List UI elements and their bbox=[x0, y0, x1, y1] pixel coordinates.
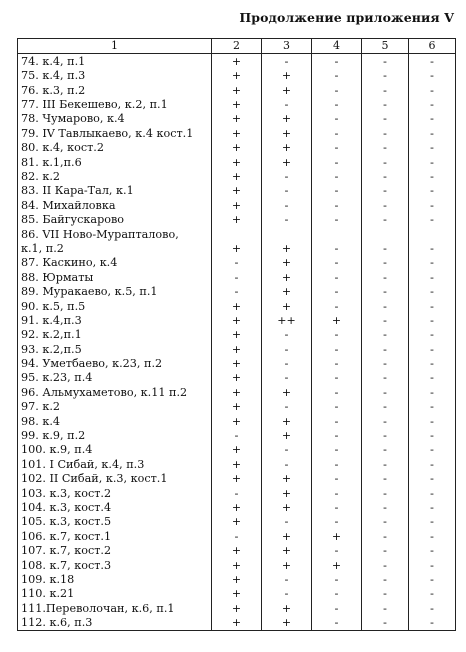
site-name-cell: 88. Юрматы bbox=[18, 270, 212, 284]
mark-cell: - bbox=[312, 184, 362, 198]
site-name-cell: 105. к.3, кост.5 bbox=[18, 515, 212, 529]
mark-cell: - bbox=[312, 126, 362, 140]
site-name-cell: 77. III Бекешево, к.2, п.1 bbox=[18, 97, 212, 111]
site-name-cell: 79. IV Тавлыкаево, к.4 кост.1 bbox=[18, 126, 212, 140]
mark-cell: + bbox=[212, 342, 262, 356]
mark-cell: - bbox=[409, 342, 456, 356]
mark-cell: - bbox=[409, 529, 456, 543]
mark-cell: + bbox=[212, 471, 262, 485]
table-row bbox=[18, 428, 456, 442]
mark-cell: - bbox=[409, 615, 456, 630]
site-name-cell: 93. к.2,п.5 bbox=[18, 342, 212, 356]
site-name-cell: 92. к.2,п.1 bbox=[18, 327, 212, 341]
mark-cell: - bbox=[212, 486, 262, 500]
table-row bbox=[18, 457, 456, 471]
table-row bbox=[18, 443, 456, 457]
site-name-cell: 85. Байгускарово bbox=[18, 212, 212, 226]
mark-cell: - bbox=[312, 112, 362, 126]
mark-cell: - bbox=[362, 299, 409, 313]
mark-cell: - bbox=[312, 299, 362, 313]
mark-cell: - bbox=[312, 385, 362, 399]
mark-cell: - bbox=[312, 356, 362, 370]
site-name-cell: 76. к.3, п.2 bbox=[18, 83, 212, 97]
mark-cell: + bbox=[212, 299, 262, 313]
table-row bbox=[18, 112, 456, 126]
site-name-cell: 90. к.5, п.5 bbox=[18, 299, 212, 313]
table-row bbox=[18, 500, 456, 514]
mark-cell: - bbox=[409, 212, 456, 226]
mark-cell: + bbox=[262, 126, 312, 140]
mark-cell: - bbox=[409, 97, 456, 111]
table-row bbox=[18, 615, 456, 630]
table-row bbox=[18, 284, 456, 298]
mark-cell: + bbox=[262, 385, 312, 399]
site-name-cell: 91. к.4,п.3 bbox=[18, 313, 212, 327]
site-name-cell: 110. к.21 bbox=[18, 586, 212, 600]
mark-cell: + bbox=[262, 543, 312, 557]
mark-cell: + bbox=[262, 284, 312, 298]
mark-cell: - bbox=[262, 515, 312, 529]
mark-cell: - bbox=[362, 184, 409, 198]
mark-cell: + bbox=[212, 198, 262, 212]
mark-cell: - bbox=[409, 112, 456, 126]
mark-cell: - bbox=[362, 414, 409, 428]
mark-cell: - bbox=[362, 615, 409, 630]
mark-cell: - bbox=[409, 558, 456, 572]
mark-cell: + bbox=[212, 112, 262, 126]
mark-cell: - bbox=[409, 241, 456, 255]
mark-cell: - bbox=[409, 313, 456, 327]
mark-cell: - bbox=[312, 586, 362, 600]
mark-cell: - bbox=[409, 83, 456, 97]
mark-cell: - bbox=[262, 327, 312, 341]
mark-cell: - bbox=[409, 299, 456, 313]
mark-cell: + bbox=[262, 68, 312, 82]
mark-cell: - bbox=[362, 371, 409, 385]
mark-cell: + bbox=[262, 486, 312, 500]
mark-cell: - bbox=[362, 385, 409, 399]
mark-cell: - bbox=[362, 155, 409, 169]
mark-cell: - bbox=[312, 601, 362, 615]
site-name-cell: 87. Каскино, к.4 bbox=[18, 255, 212, 269]
site-name-cell: 94. Уметбаево, к.23, п.2 bbox=[18, 356, 212, 370]
table-row bbox=[18, 601, 456, 615]
mark-cell: - bbox=[312, 428, 362, 442]
mark-cell: - bbox=[362, 169, 409, 183]
table-row bbox=[18, 558, 456, 572]
mark-cell: + bbox=[212, 586, 262, 600]
mark-cell: - bbox=[362, 270, 409, 284]
mark-cell: - bbox=[262, 342, 312, 356]
mark-cell: - bbox=[312, 443, 362, 457]
mark-cell: - bbox=[409, 385, 456, 399]
mark-cell: - bbox=[312, 140, 362, 154]
site-name-cell: 83. II Кара-Тал, к.1 bbox=[18, 184, 212, 198]
mark-cell: - bbox=[212, 284, 262, 298]
mark-cell: - bbox=[212, 255, 262, 269]
mark-cell: - bbox=[362, 54, 409, 69]
mark-cell: - bbox=[262, 399, 312, 413]
mark-cell: - bbox=[312, 54, 362, 69]
mark-cell: + bbox=[262, 83, 312, 97]
mark-cell: - bbox=[362, 543, 409, 557]
mark-cell: - bbox=[362, 198, 409, 212]
mark-cell: - bbox=[312, 155, 362, 169]
site-name-cell: 89. Муракаево, к.5, п.1 bbox=[18, 284, 212, 298]
table-row bbox=[18, 371, 456, 385]
table-row bbox=[18, 155, 456, 169]
site-name-cell: 112. к.6, п.3 bbox=[18, 615, 212, 630]
table-row bbox=[18, 414, 456, 428]
mark-cell: - bbox=[312, 97, 362, 111]
table-body bbox=[18, 54, 456, 631]
table-row bbox=[18, 227, 456, 241]
mark-cell: - bbox=[409, 140, 456, 154]
mark-cell: - bbox=[409, 155, 456, 169]
mark-cell: - bbox=[362, 284, 409, 298]
mark-cell: - bbox=[409, 255, 456, 269]
mark-cell: - bbox=[312, 414, 362, 428]
mark-cell: + bbox=[212, 443, 262, 457]
mark-cell: + bbox=[262, 615, 312, 630]
mark-cell: - bbox=[212, 270, 262, 284]
site-name-cell: 75. к.4, п.3 bbox=[18, 68, 212, 82]
table-row bbox=[18, 385, 456, 399]
mark-cell: + bbox=[262, 299, 312, 313]
mark-cell: + bbox=[262, 529, 312, 543]
table-row bbox=[18, 270, 456, 284]
mark-cell: - bbox=[312, 486, 362, 500]
site-name-cell: 101. I Сибай, к.4, п.3 bbox=[18, 457, 212, 471]
mark-cell: + bbox=[212, 126, 262, 140]
site-name-cell: 74. к.4, п.1 bbox=[18, 54, 212, 69]
appendix-table bbox=[17, 38, 456, 631]
mark-cell: + bbox=[312, 313, 362, 327]
mark-cell: - bbox=[312, 169, 362, 183]
column-header: 5 bbox=[362, 39, 409, 54]
table-row bbox=[18, 356, 456, 370]
column-header: 3 bbox=[262, 39, 312, 54]
mark-cell: - bbox=[312, 198, 362, 212]
site-name-cell: 80. к.4, кост.2 bbox=[18, 140, 212, 154]
mark-cell bbox=[362, 227, 409, 241]
mark-cell: - bbox=[312, 457, 362, 471]
mark-cell: - bbox=[312, 399, 362, 413]
site-name-cell: 103. к.3, кост.2 bbox=[18, 486, 212, 500]
table-row bbox=[18, 399, 456, 413]
mark-cell: - bbox=[409, 68, 456, 82]
mark-cell: - bbox=[362, 515, 409, 529]
mark-cell: - bbox=[409, 443, 456, 457]
mark-cell: - bbox=[262, 356, 312, 370]
mark-cell: - bbox=[409, 500, 456, 514]
site-name-cell: 81. к.1,п.6 bbox=[18, 155, 212, 169]
mark-cell: + bbox=[262, 414, 312, 428]
mark-cell: + bbox=[262, 155, 312, 169]
mark-cell: - bbox=[312, 342, 362, 356]
mark-cell bbox=[409, 227, 456, 241]
mark-cell: + bbox=[212, 414, 262, 428]
table-row bbox=[18, 299, 456, 313]
mark-cell: + bbox=[212, 615, 262, 630]
mark-cell: - bbox=[362, 356, 409, 370]
mark-cell: - bbox=[362, 399, 409, 413]
column-header: 1 bbox=[18, 39, 212, 54]
table-row bbox=[18, 327, 456, 341]
mark-cell: + bbox=[212, 543, 262, 557]
mark-cell: + bbox=[262, 140, 312, 154]
mark-cell: - bbox=[312, 371, 362, 385]
mark-cell: - bbox=[409, 486, 456, 500]
mark-cell: - bbox=[312, 284, 362, 298]
site-name-cell: 97. к.2 bbox=[18, 399, 212, 413]
mark-cell: - bbox=[409, 54, 456, 69]
table-row bbox=[18, 126, 456, 140]
mark-cell: - bbox=[312, 83, 362, 97]
table-row bbox=[18, 572, 456, 586]
mark-cell: + bbox=[262, 428, 312, 442]
mark-cell: - bbox=[409, 169, 456, 183]
mark-cell: - bbox=[362, 586, 409, 600]
mark-cell: - bbox=[312, 615, 362, 630]
site-name-cell: 107. к.7, кост.2 bbox=[18, 543, 212, 557]
mark-cell: - bbox=[312, 241, 362, 255]
site-name-cell: 104. к.3, кост.4 bbox=[18, 500, 212, 514]
mark-cell: - bbox=[262, 54, 312, 69]
appendix-table-container bbox=[17, 38, 455, 631]
mark-cell: - bbox=[262, 198, 312, 212]
mark-cell: - bbox=[409, 126, 456, 140]
table-row bbox=[18, 471, 456, 485]
mark-cell: - bbox=[262, 97, 312, 111]
column-header: 6 bbox=[409, 39, 456, 54]
mark-cell: + bbox=[212, 97, 262, 111]
mark-cell: + bbox=[262, 112, 312, 126]
page-header-title: Продолжение приложения V bbox=[239, 10, 454, 25]
site-name-cell: 106. к.7, кост.1 bbox=[18, 529, 212, 543]
mark-cell: - bbox=[362, 212, 409, 226]
table-row bbox=[18, 184, 456, 198]
mark-cell: - bbox=[362, 126, 409, 140]
mark-cell: ++ bbox=[262, 313, 312, 327]
mark-cell: - bbox=[312, 471, 362, 485]
mark-cell: - bbox=[362, 572, 409, 586]
mark-cell: - bbox=[262, 169, 312, 183]
mark-cell: + bbox=[262, 558, 312, 572]
mark-cell: - bbox=[362, 327, 409, 341]
table-row bbox=[18, 212, 456, 226]
mark-cell: + bbox=[212, 572, 262, 586]
mark-cell: - bbox=[362, 601, 409, 615]
mark-cell: + bbox=[212, 385, 262, 399]
mark-cell: - bbox=[362, 457, 409, 471]
mark-cell: + bbox=[212, 399, 262, 413]
mark-cell: - bbox=[362, 112, 409, 126]
site-name-cell: 108. к.7, кост.3 bbox=[18, 558, 212, 572]
mark-cell: - bbox=[312, 212, 362, 226]
mark-cell: - bbox=[212, 428, 262, 442]
site-name-cell: 82. к.2 bbox=[18, 169, 212, 183]
mark-cell: + bbox=[212, 601, 262, 615]
table-row bbox=[18, 169, 456, 183]
table-header-row bbox=[18, 39, 456, 54]
mark-cell: - bbox=[362, 428, 409, 442]
site-name-cell: 78. Чумарово, к.4 bbox=[18, 112, 212, 126]
mark-cell: + bbox=[212, 500, 262, 514]
mark-cell: - bbox=[362, 97, 409, 111]
mark-cell: - bbox=[262, 371, 312, 385]
mark-cell: - bbox=[362, 529, 409, 543]
table-row bbox=[18, 97, 456, 111]
mark-cell: - bbox=[409, 543, 456, 557]
site-name-cell: 96. Альмухаметово, к.11 п.2 bbox=[18, 385, 212, 399]
table-row bbox=[18, 529, 456, 543]
mark-cell: - bbox=[409, 371, 456, 385]
mark-cell: - bbox=[312, 68, 362, 82]
mark-cell: + bbox=[212, 356, 262, 370]
table-row bbox=[18, 54, 456, 69]
mark-cell: - bbox=[312, 572, 362, 586]
mark-cell: - bbox=[409, 586, 456, 600]
column-header: 2 bbox=[212, 39, 262, 54]
mark-cell: - bbox=[262, 212, 312, 226]
mark-cell: - bbox=[362, 241, 409, 255]
site-name-cell: 100. к.9, п.4 bbox=[18, 443, 212, 457]
mark-cell: + bbox=[212, 313, 262, 327]
table-row bbox=[18, 255, 456, 269]
mark-cell: - bbox=[409, 515, 456, 529]
mark-cell: + bbox=[212, 140, 262, 154]
mark-cell: - bbox=[362, 443, 409, 457]
table-row bbox=[18, 486, 456, 500]
table-row bbox=[18, 313, 456, 327]
table-row bbox=[18, 543, 456, 557]
mark-cell: + bbox=[312, 558, 362, 572]
mark-cell: - bbox=[409, 428, 456, 442]
mark-cell: + bbox=[262, 471, 312, 485]
table-row bbox=[18, 586, 456, 600]
mark-cell bbox=[262, 227, 312, 241]
mark-cell: - bbox=[362, 313, 409, 327]
mark-cell: + bbox=[262, 270, 312, 284]
mark-cell: - bbox=[409, 414, 456, 428]
site-name-cell: 111.Переволочан, к.6, п.1 bbox=[18, 601, 212, 615]
mark-cell: - bbox=[262, 184, 312, 198]
mark-cell: + bbox=[262, 241, 312, 255]
site-name-cell: 99. к.9, п.2 bbox=[18, 428, 212, 442]
mark-cell: - bbox=[409, 198, 456, 212]
mark-cell: - bbox=[312, 500, 362, 514]
site-name-cell: 109. к.18 bbox=[18, 572, 212, 586]
mark-cell: - bbox=[409, 284, 456, 298]
mark-cell bbox=[212, 227, 262, 241]
mark-cell: - bbox=[362, 342, 409, 356]
mark-cell: + bbox=[212, 371, 262, 385]
table-row bbox=[18, 83, 456, 97]
mark-cell: - bbox=[409, 399, 456, 413]
table-row bbox=[18, 140, 456, 154]
table-row bbox=[18, 241, 456, 255]
mark-cell: - bbox=[362, 255, 409, 269]
mark-cell bbox=[312, 227, 362, 241]
site-name-cell: 102. II Сибай, к.3, кост.1 bbox=[18, 471, 212, 485]
mark-cell: - bbox=[262, 572, 312, 586]
column-header: 4 bbox=[312, 39, 362, 54]
mark-cell: - bbox=[362, 500, 409, 514]
mark-cell: - bbox=[312, 515, 362, 529]
mark-cell: + bbox=[212, 241, 262, 255]
mark-cell: - bbox=[409, 457, 456, 471]
mark-cell: - bbox=[262, 586, 312, 600]
table-row bbox=[18, 198, 456, 212]
mark-cell: - bbox=[312, 255, 362, 269]
mark-cell: + bbox=[212, 169, 262, 183]
mark-cell: + bbox=[262, 601, 312, 615]
mark-cell: - bbox=[362, 471, 409, 485]
mark-cell: - bbox=[362, 68, 409, 82]
mark-cell: + bbox=[212, 327, 262, 341]
table-row bbox=[18, 342, 456, 356]
mark-cell: - bbox=[409, 572, 456, 586]
mark-cell: - bbox=[262, 443, 312, 457]
mark-cell: + bbox=[212, 558, 262, 572]
mark-cell: - bbox=[362, 140, 409, 154]
mark-cell: - bbox=[262, 457, 312, 471]
mark-cell: + bbox=[212, 184, 262, 198]
mark-cell: + bbox=[262, 500, 312, 514]
mark-cell: + bbox=[312, 529, 362, 543]
site-name-cell: 84. Михайловка bbox=[18, 198, 212, 212]
mark-cell: - bbox=[362, 83, 409, 97]
mark-cell: + bbox=[262, 255, 312, 269]
site-name-cell: 95. к.23, п.4 bbox=[18, 371, 212, 385]
site-name-cell: 98. к.4 bbox=[18, 414, 212, 428]
mark-cell: - bbox=[409, 270, 456, 284]
mark-cell: + bbox=[212, 54, 262, 69]
mark-cell: - bbox=[312, 270, 362, 284]
mark-cell: + bbox=[212, 83, 262, 97]
mark-cell: + bbox=[212, 457, 262, 471]
site-name-cell: к.1, п.2 bbox=[18, 241, 212, 255]
mark-cell: + bbox=[212, 212, 262, 226]
mark-cell: - bbox=[409, 471, 456, 485]
table-row bbox=[18, 515, 456, 529]
mark-cell: - bbox=[409, 601, 456, 615]
mark-cell: + bbox=[212, 68, 262, 82]
mark-cell: - bbox=[312, 327, 362, 341]
site-name-cell: 86. VII Ново-Мурапталово, bbox=[18, 227, 212, 241]
mark-cell: - bbox=[409, 184, 456, 198]
mark-cell: + bbox=[212, 515, 262, 529]
mark-cell: + bbox=[212, 155, 262, 169]
mark-cell: - bbox=[409, 327, 456, 341]
table-row bbox=[18, 68, 456, 82]
mark-cell: - bbox=[362, 558, 409, 572]
mark-cell: - bbox=[312, 543, 362, 557]
mark-cell: - bbox=[362, 486, 409, 500]
mark-cell: - bbox=[409, 356, 456, 370]
mark-cell: - bbox=[212, 529, 262, 543]
